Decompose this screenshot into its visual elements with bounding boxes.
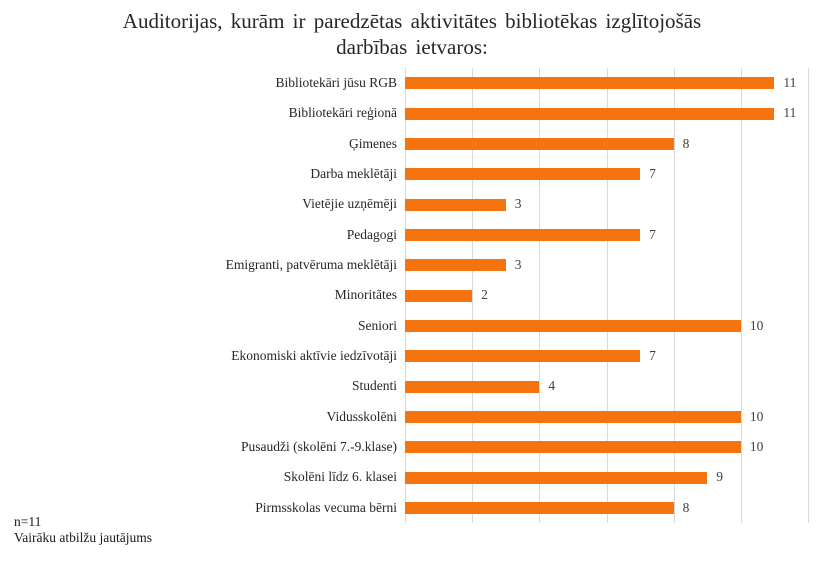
category-label: Pirmsskolas vecuma bērni [255, 499, 397, 515]
gridline [539, 68, 540, 523]
value-label: 11 [783, 105, 797, 121]
bar [405, 502, 674, 514]
category-label: Ekonomiski aktīvie iedzīvotāji [231, 348, 397, 363]
value-label: 10 [749, 439, 764, 454]
gridline [607, 68, 608, 523]
category-label: Minoritātes [334, 287, 397, 303]
category-axis [0, 68, 397, 523]
value-label: 8 [682, 499, 690, 515]
bar [405, 472, 707, 484]
bar [405, 199, 506, 211]
gridline [741, 68, 742, 523]
value-label: 3 [514, 196, 522, 212]
footnote-question-type: Vairāku atbilžu jautājums [14, 530, 152, 546]
category-label: Bibliotekāri jūsu RGB [275, 75, 397, 90]
category-label: Seniori [358, 317, 397, 333]
value-label: 10 [749, 408, 764, 424]
bar [405, 259, 506, 271]
category-label: Studenti [351, 378, 397, 394]
value-label: 8 [682, 135, 690, 151]
bar [405, 108, 774, 120]
gridline [808, 68, 809, 523]
gridline [472, 68, 473, 523]
bar [405, 77, 774, 89]
bar [405, 441, 741, 453]
category-label: Vidusskolēni [326, 408, 397, 424]
value-label: 7 [649, 226, 656, 242]
footnote [14, 514, 152, 546]
plot-area [405, 68, 808, 523]
category-label: Ģimenes [349, 135, 397, 151]
gridline [674, 68, 675, 523]
value-label: 2 [481, 287, 488, 303]
category-label: Vietējie uzņēmēji [302, 196, 397, 212]
category-label: Pedagogi [346, 226, 397, 242]
bar [405, 138, 674, 150]
bar [405, 168, 640, 180]
bar [405, 381, 539, 393]
category-label: Pusaudži (skolēni 7.-9.klase) [241, 439, 397, 454]
bar [405, 411, 741, 423]
category-label: Darba meklētāji [310, 166, 397, 181]
value-label: 7 [649, 348, 656, 363]
category-label: Bibliotekāri reģionā [288, 105, 397, 121]
chart-title: Auditorijas, kurām ir paredzētas aktivitātes bibliotēkas izglītojošās darbības ietvaros: [122, 9, 702, 60]
category-label: Skolēni līdz 6. klasei [283, 469, 397, 485]
bar [405, 320, 741, 332]
value-label: 9 [716, 469, 723, 485]
value-label: 10 [749, 317, 764, 333]
value-label: 3 [514, 257, 522, 272]
bar [405, 350, 640, 362]
category-label: Emigranti, patvēruma meklētāji [225, 257, 397, 272]
bar [405, 290, 472, 302]
value-label: 11 [783, 75, 797, 90]
footnote-sample-size: n=11 [14, 514, 42, 529]
bar [405, 229, 640, 241]
value-label: 7 [649, 166, 656, 181]
value-label: 4 [548, 378, 556, 394]
